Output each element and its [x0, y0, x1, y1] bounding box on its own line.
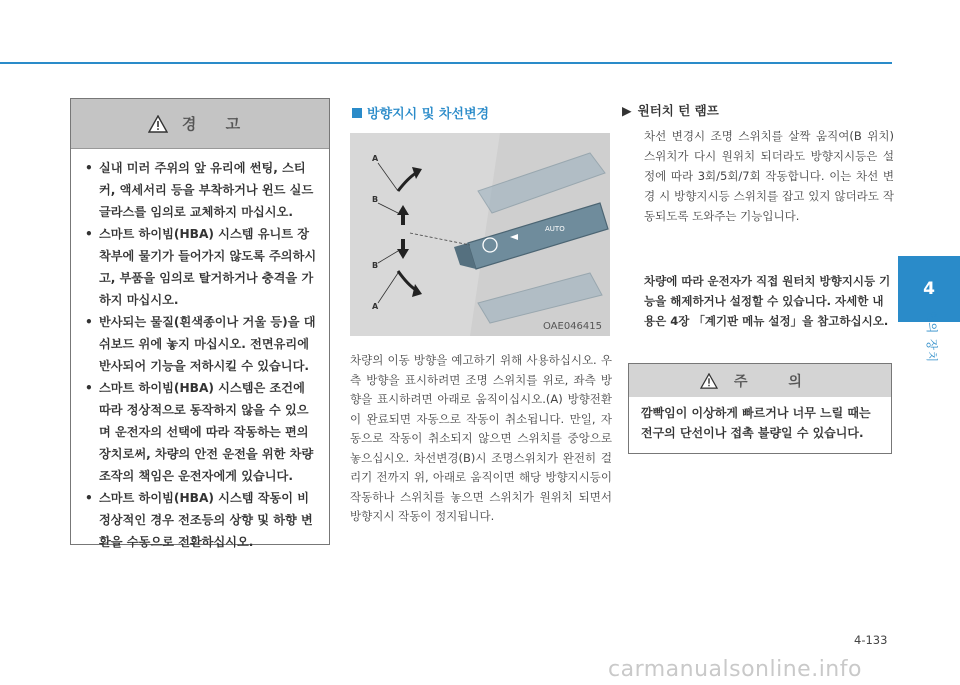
warning-item: • 실내 미러 주위의 앞 유리에 썬팅, 스티커, 액세서리 등을 부착하거나 윈드 실드 글라스를 임의로 교체하지 마십시오.	[85, 157, 319, 223]
figure-label-a-bottom: A	[372, 302, 379, 311]
warning-box	[70, 98, 330, 549]
figure-code: OAE046415	[542, 321, 602, 332]
page-number: 4-133	[854, 633, 888, 647]
one-touch-heading	[622, 101, 719, 119]
section-body: 차량의 이동 방향을 예고하기 위해 사용하십시오. 우측 방향을 표시하려면 조명 스위치를 위로, 좌측 방향을 표시하려면 아래로 움직이십시오.(A) 방향전환이 완료되면 자동으로 작동이 취소됩니다. 만일, 자동으로 작동이 취소되지 않으면 스위치를 중앙으로 놓으십시오. 차선변경(B)시 조명스위치가 완전히 걸리기 전까지 위, 아래로 움직이면 해당 방향지시등이 작동하나 스위치를 놓으면 스위치가 원위치 되면서 방향지시 작동이 정지됩니다.	[350, 353, 612, 523]
figure-label-b-bottom: B	[372, 261, 379, 270]
one-touch-note: 차량에 따라 운전자가 직접 원터치 방향지시등 기능을 해제하거나 설정할 수 있습니다. 자세한 내용은 4장 「계기판 메뉴 설정」을 참고하십시오.	[644, 274, 891, 328]
turn-signal-figure	[350, 133, 610, 336]
caution-triangle-icon	[700, 373, 718, 389]
warning-item: • 스마트 하이빔(HBA) 시스템 작동이 비정상적인 경우 전조등의 상향 및 하향 변환을 수동으로 전환하십시오.	[85, 487, 319, 553]
top-rule	[0, 62, 892, 64]
warning-triangle-icon	[148, 115, 168, 133]
warning-item: • 스마트 하이빔(HBA) 시스템 유니트 장착부에 물기가 들어가지 않도록 주의하시고, 부품을 임의로 탈거하거나 충격을 가하지 마십시오.	[85, 223, 319, 311]
figure-label-a-top: A	[372, 154, 379, 163]
section-heading	[352, 103, 489, 122]
warning-list	[71, 149, 329, 553]
figure-label-b-top: B	[372, 195, 379, 204]
svg-text:AUTO: AUTO	[545, 225, 565, 233]
one-touch-description: 차선 변경시 조명 스위치를 살짝 움직여(B 위치) 스위치가 다시 원위치 되더라도 방향지시등은 설정에 따라 3회/5회/7회 작동합니다. 이는 차선 변경 시 방향지시등 스위치를 잡고 있지 않더라도 작동되도록 도와주는 기능입니다.	[644, 129, 894, 223]
watermark: carmanualsonline.info	[608, 657, 862, 682]
caution-box	[628, 363, 892, 454]
chapter-label: 편의 장치	[925, 310, 939, 364]
square-bullet-icon	[352, 108, 362, 118]
caution-title: 주 의	[734, 373, 820, 390]
warning-title: 경 고	[181, 115, 253, 133]
chapter-number: 4	[923, 279, 935, 299]
lever-illustration	[350, 133, 610, 336]
warning-item: • 스마트 하이빔(HBA) 시스템은 조건에 따라 정상적으로 동작하지 않을 수 있으며 운전자의 선택에 따라 작동하는 편의장치로써, 차량의 안전 운전을 위한 차량 조작의 책임은 운전자에게 있습니다.	[85, 377, 319, 487]
caution-body: 깜빡임이 이상하게 빠르거나 너무 느릴 때는 전구의 단선이나 접촉 불량일 수 있습니다.	[641, 406, 871, 440]
warning-header	[71, 99, 329, 149]
one-touch-title: 원터치 턴 램프	[637, 103, 719, 118]
triangle-right-icon: ▶	[622, 103, 632, 118]
section-title: 방향지시 및 차선변경	[367, 107, 490, 122]
warning-item: • 반사되는 물질(흰색종이나 거울 등)을 대쉬보드 위에 놓지 마십시오. 전면유리에 반사되어 기능을 저하시킬 수 있습니다.	[85, 311, 319, 377]
caution-header	[629, 364, 891, 397]
